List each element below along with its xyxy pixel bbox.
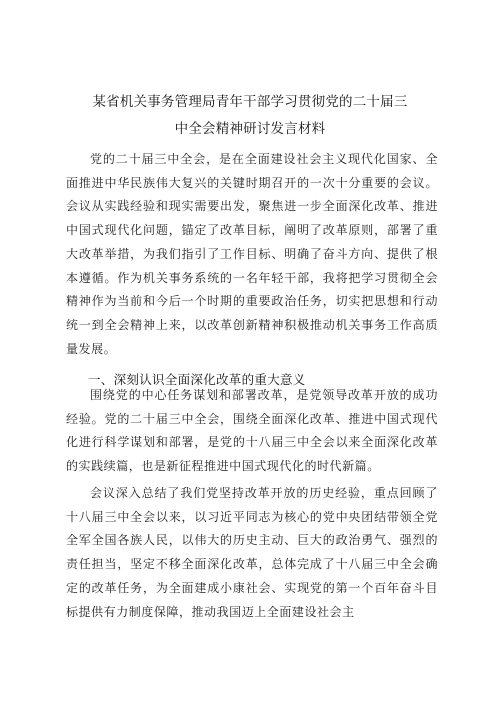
intro-paragraph: 党的二十届三中全会，是在全面建设社会主义现代化国家、全面推进中华民族伟大复兴的关键时期召开的一次十分重要的会议。会议从实践经验和现实需要出发，聚焦进一步全面深化改革、推进中国式现代化问题，锚定了改革目标，阐明了改革原则，部署了重大改革举措，为我们指引了工作目标、明确了奋斗方向、提供了根本遵循。作为机关事务系统的一名年轻干部，我将把学习贯彻全会精神作为当前和今后一个时期的重要政治任务，切实把思想和行动统一到全会精神上来，以改革创新精神积极推动机关事务工作高质量发展。 [66, 152, 438, 356]
body-paragraph-1: 围绕党的中心任务谋划和部署改革，是党领导改革开放的成功经验。党的二十届三中全会，围绕全面深化改革、推进中国式现代化进行科学谋划和部署，是党的十八届三中全会以来全面深化改革的实践续篇，也是新征程推进中国式现代化的时代新篇。 [66, 388, 438, 474]
section-heading-1: 一、深刻认识全面深化改革的重大意义 [88, 372, 306, 387]
document-title-line1: 某省机关事务管理局青年干部学习贯彻党的二十届三 [92, 94, 408, 110]
body-paragraph-2: 会议深入总结了我们党坚持改革开放的历史经验，重点回顾了十八届三中全会以来，以习近平同志为核心的党中央团结带领全党全军全国各族人民，以伟大的历史主动、巨大的政治勇气、强烈的责任担当，坚定不移全面深化改革，总体完成了十八届三中全会确定的改革任务，为全面建成小康社会、实现党的第一个百年奋斗目标提供有力制度保障，推动我国迈上全面建设社会主 [66, 486, 438, 619]
document-title-line2: 中全会精神研讨发言材料 [174, 121, 326, 137]
